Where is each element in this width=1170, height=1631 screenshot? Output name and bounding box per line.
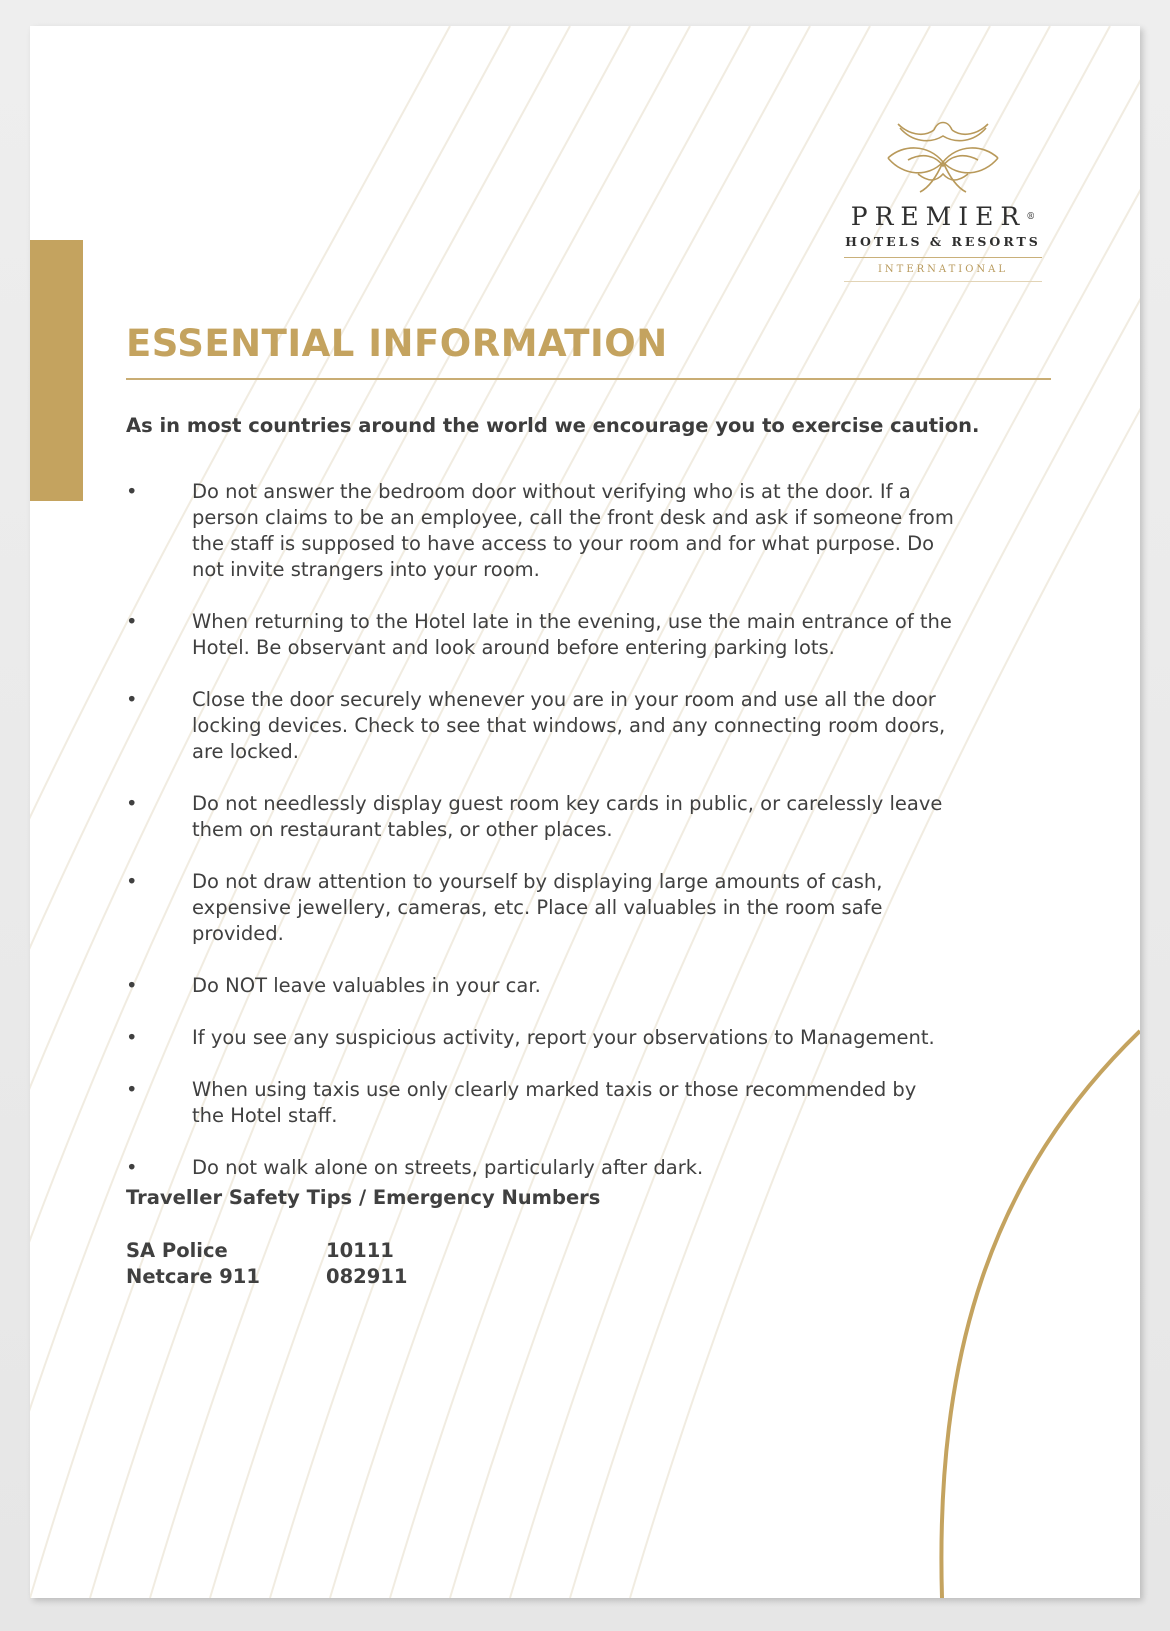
list-item bbox=[126, 869, 1086, 947]
list-item bbox=[126, 973, 1086, 999]
brand-region: INTERNATIONAL bbox=[877, 264, 1009, 275]
list-item-text: Do not draw attention to yourself by displaying large amounts of cash, expensive jewellery, cameras, etc. Place all valuables in the room safe provided. bbox=[192, 870, 883, 945]
list-item bbox=[126, 687, 1086, 765]
list-item bbox=[126, 1025, 1086, 1051]
list-item bbox=[126, 479, 1086, 583]
list-item-text: If you see any suspicious activity, report your observations to Management. bbox=[192, 1026, 935, 1049]
logo-divider-bottom bbox=[844, 281, 1042, 282]
list-item-text: Do not walk alone on streets, particularly after dark. bbox=[192, 1156, 704, 1179]
contact-row bbox=[126, 1264, 526, 1290]
bullet-marker: • bbox=[126, 974, 138, 997]
bullet-marker: • bbox=[126, 792, 138, 815]
list-item-text: Do NOT leave valuables in your car. bbox=[192, 974, 541, 997]
brand-subtitle: HOTELS & RESORTS bbox=[845, 234, 1041, 249]
contact-number: 10111 bbox=[326, 1239, 394, 1262]
title-underline bbox=[126, 378, 1051, 380]
bullet-marker: • bbox=[126, 1156, 138, 1179]
list-item-text: When using taxis use only clearly marked taxis or those recommended by the Hotel staff. bbox=[192, 1078, 917, 1127]
list-item-text: Do not needlessly display guest room key cards in public, or carelessly leave them on restaurant tables, or other places. bbox=[192, 792, 943, 841]
list-item-text: When returning to the Hotel late in the evening, use the main entrance of the Hotel. Be observant and look around before entering parking lots. bbox=[192, 610, 952, 659]
premier-logo bbox=[838, 116, 1048, 306]
bullet-marker: • bbox=[126, 1078, 138, 1101]
bullet-marker: • bbox=[126, 870, 138, 893]
bullet-marker: • bbox=[126, 480, 138, 503]
intro-text: As in most countries around the world we encourage you to exercise caution. bbox=[126, 414, 980, 437]
safety-tips-list bbox=[126, 479, 1086, 1207]
document-page bbox=[30, 26, 1140, 1598]
list-item-text: Do not answer the bedroom door without verifying who is at the door. If a person claims to be an employee, call the front desk and ask if someone from the staff is supposed to have access to your room and for what purpose. Do not invite strangers into your room. bbox=[192, 480, 954, 581]
list-item bbox=[126, 1077, 1086, 1129]
list-item bbox=[126, 791, 1086, 843]
bullet-marker: • bbox=[126, 610, 138, 633]
list-item bbox=[126, 609, 1086, 661]
page-title: ESSENTIAL INFORMATION bbox=[126, 322, 668, 365]
emergency-heading: Traveller Safety Tips / Emergency Numbers bbox=[126, 1186, 601, 1209]
brand-name: PREMIER® bbox=[850, 202, 1036, 231]
list-item-text: Close the door securely whenever you are in your room and use all the door locking devices. Check to see that windows, and any connecting room doors, are locked. bbox=[192, 688, 946, 763]
list-item bbox=[126, 1155, 1086, 1181]
contact-name: Netcare 911 bbox=[126, 1265, 260, 1288]
emergency-contacts bbox=[126, 1238, 526, 1290]
logo-divider bbox=[844, 257, 1042, 258]
crown-emblem-icon bbox=[868, 116, 1018, 196]
contact-name: SA Police bbox=[126, 1239, 228, 1262]
bullet-marker: • bbox=[126, 1026, 138, 1049]
contact-number: 082911 bbox=[326, 1265, 408, 1288]
contact-row bbox=[126, 1238, 526, 1264]
bullet-marker: • bbox=[126, 688, 138, 711]
